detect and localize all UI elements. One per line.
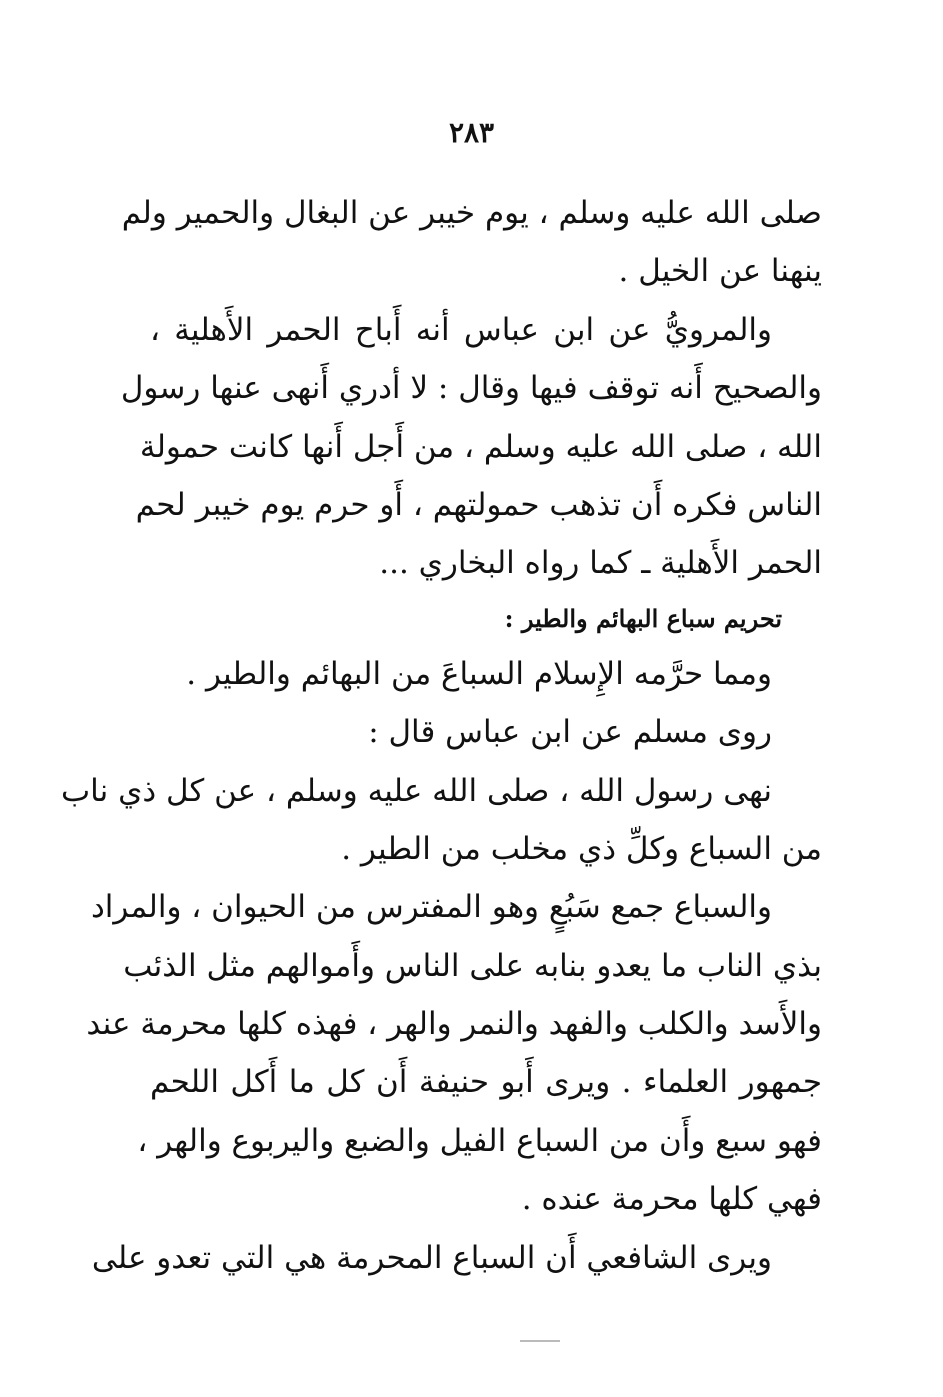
text-line: الحمر الأَهلية ـ كما رواه البخاري ... [379,545,822,582]
text-line: ويرى الشافعي أَن السباع المحرمة هي التي تعدو على [91,1239,772,1276]
text-line: والمرويُّ عن ابن عباس أنه أَباح الحمر الأَهلية ، [150,311,772,348]
text-line: فهو سبع وأَن من السباع الفيل والضبع واليربوع والهر ، [137,1122,822,1159]
text-line: فهي كلها محرمة عنده . [521,1181,822,1218]
page-text [60,184,822,1287]
text-line: والأَسد والكلب والفهد والنمر والهر ، فهذه كلها محرمة عند [86,1006,822,1043]
text-line: والسباع جمع سَبُعٍ وهو المفترس من الحيوان ، والمراد [90,889,772,926]
text-line: ينهنا عن الخيل . [618,253,822,290]
text-line: جمهور العلماء . ويرى أَبو حنيفة أَن كل ما أَكل اللحم [150,1064,822,1101]
page-number: ٢٨٣ [448,116,495,149]
text-line: نهى رسول الله ، صلى الله عليه وسلم ، عن كل ذي ناب [60,772,772,809]
section-heading: تحريم سباع البهائم والطير : [504,603,782,633]
text-line: من السباع وكلِّ ذي مخلب من الطير . [341,830,822,867]
text-line: والصحيح أَنه توقف فيها وقال : لا أدري أَنهى عنها رسول [120,370,822,407]
text-line: الله ، صلى الله عليه وسلم ، من أَجل أَنها كانت حمولة [139,428,822,465]
text-line: ومما حرَّمه الإِسلام السباعَ من البهائم والطير . [186,655,772,692]
text-line: روى مسلم عن ابن عباس قال : [368,714,772,751]
scan-mark [520,1340,560,1342]
text-line: صلى الله عليه وسلم ، يوم خيبر عن البغال والحمير ولم [121,195,822,231]
text-line: بذي الناب ما يعدو بنابه على الناس وأَموالهم مثل الذئب [123,947,822,984]
text-line: الناس فكره أَن تذهب حمولتهم ، أَو حرم يوم خيبر لحم [135,486,822,523]
